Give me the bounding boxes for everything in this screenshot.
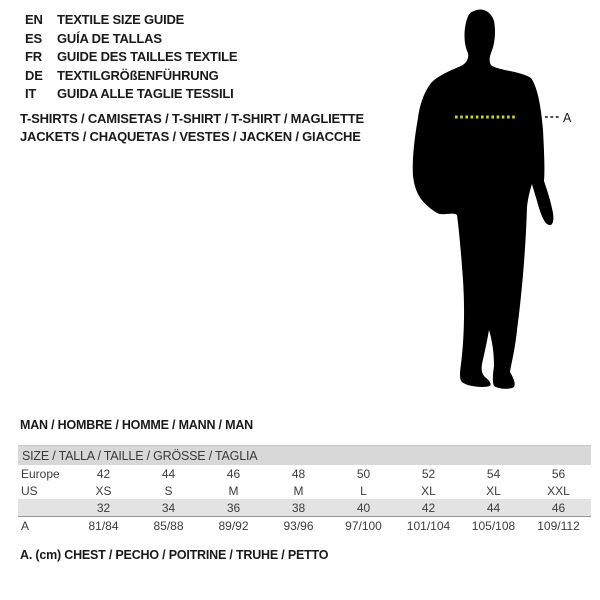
measurement-footnote: A. (cm) CHEST / PECHO / POITRINE / TRUHE / PETTO (20, 548, 329, 562)
language-code: DE (25, 67, 43, 83)
cell: 42 (96, 466, 111, 481)
cell: 40 (331, 499, 396, 517)
table-row-uk-sizes (18, 499, 591, 517)
cell: 38 (266, 499, 331, 517)
section-title: MAN / HOMBRE / HOMME / MANN / MAN (20, 418, 253, 432)
chest-measure-label: A (563, 111, 572, 125)
row-label: A (18, 517, 71, 535)
language-code: FR (25, 49, 42, 64)
garment-categories (20, 110, 364, 146)
row-label: US (21, 483, 38, 498)
language-row-es (25, 30, 237, 49)
language-row-en (25, 11, 237, 30)
language-row-fr (25, 48, 237, 67)
size-table-wrap (18, 445, 591, 534)
language-label: GUIDA ALLE TAGLIE TESSILI (57, 86, 234, 101)
language-code: ES (25, 30, 42, 46)
cell: M (228, 483, 239, 498)
category-jackets: JACKETS / CHAQUETAS / VESTES / JACKEN / GIACCHE (20, 129, 361, 144)
cell: XL (486, 483, 501, 498)
language-code: IT (25, 86, 37, 101)
cell: 109/112 (526, 517, 591, 535)
cell: 97/100 (331, 517, 396, 535)
table-row-chest-cm (18, 517, 591, 535)
size-table-header: SIZE / TALLA / TAILLE / GRÖSSE / TAGLIA (18, 446, 591, 466)
cell: 52 (421, 466, 436, 481)
cell: 46 (226, 466, 241, 481)
language-row-de (25, 67, 237, 86)
man-silhouette-shape (413, 9, 554, 388)
cell: 44 (461, 499, 526, 517)
cell: XS (95, 483, 112, 498)
cell: 44 (161, 466, 176, 481)
cell: 101/104 (396, 517, 461, 535)
cell: L (360, 483, 367, 498)
cell: 42 (396, 499, 461, 517)
cell: S (164, 483, 173, 498)
cell: XXL (547, 483, 570, 498)
cell: 36 (201, 499, 266, 517)
language-code: EN (25, 12, 43, 27)
man-silhouette-svg (390, 0, 600, 410)
cell: 105/108 (461, 517, 526, 535)
table-row-europe (18, 465, 591, 482)
cell: 89/92 (201, 517, 266, 535)
cell: 50 (356, 466, 371, 481)
cell: 34 (136, 499, 201, 517)
language-label: TEXTILGRÖßENFÜHRUNG (57, 67, 219, 83)
cell: 93/96 (266, 517, 331, 535)
table-row-us (18, 482, 591, 499)
language-label: GUIDE DES TAILLES TEXTILE (57, 49, 238, 64)
language-label: TEXTILE SIZE GUIDE (57, 12, 185, 27)
cell: 46 (526, 499, 591, 517)
row-label (18, 499, 71, 517)
language-row-it (25, 85, 237, 104)
man-silhouette-figure (390, 0, 600, 410)
size-table (18, 445, 591, 534)
category-tshirts: T-SHIRTS / CAMISETAS / T-SHIRT / T-SHIRT / MAGLIETTE (20, 111, 364, 126)
cell: XL (421, 483, 436, 498)
cell: 81/84 (71, 517, 136, 535)
cell: 54 (486, 466, 501, 481)
language-label: GUÍA DE TALLAS (57, 30, 162, 46)
size-table-header-row (18, 446, 591, 466)
cell: 32 (71, 499, 136, 517)
row-label: Europe (21, 466, 60, 481)
cell: M (293, 483, 304, 498)
cell: 56 (551, 466, 566, 481)
language-title-list (25, 11, 237, 104)
cell: 48 (291, 466, 306, 481)
cell: 85/88 (136, 517, 201, 535)
